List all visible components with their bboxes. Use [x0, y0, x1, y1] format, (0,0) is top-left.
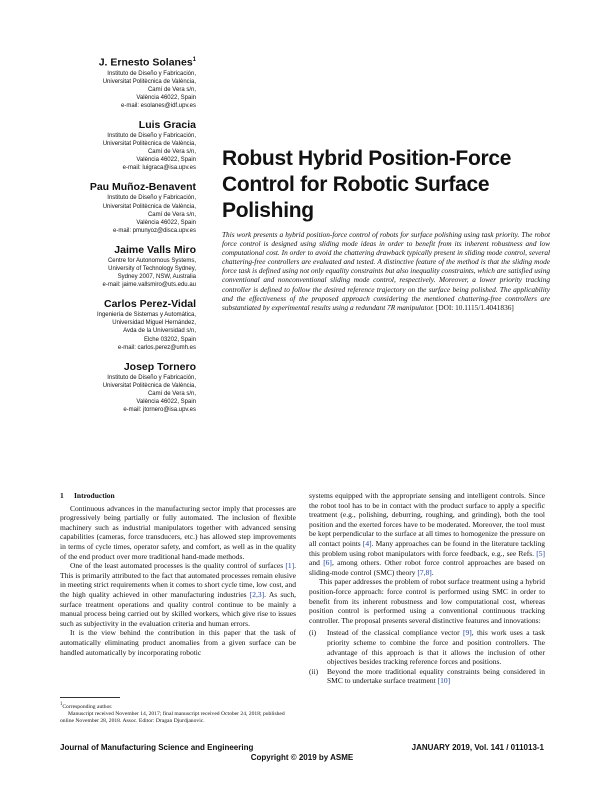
footnote-mark: 1: [60, 702, 63, 707]
section-heading: [60, 491, 296, 501]
paragraph-text: . This is primarily attributed to the fact that automated processes remain elusive in meeting strict requirements when it comes to short cycle time, low cost, and the high quality achieved in other manufacturing industries: [60, 561, 296, 599]
list-marker: (ii): [309, 666, 319, 676]
author-name: [60, 119, 196, 132]
author-affiliation-line: València 46022, Spain: [136, 94, 196, 101]
author-affiliation-line: Universidad Miguel Hernández,: [112, 320, 196, 327]
section-title: Introduction: [74, 491, 115, 500]
author-name-text: Josep Tornero: [123, 360, 196, 373]
citation-link[interactable]: [1]: [285, 561, 295, 571]
author-name: [60, 244, 196, 257]
author-affiliation-line: Instituto de Diseño y Fabricación,: [107, 374, 196, 381]
paragraph: [60, 561, 296, 628]
author-affiliation-line: Camí de Vera s/n,: [147, 149, 196, 156]
author-name-text: Carlos Perez-Vidal: [103, 298, 196, 311]
author-affiliation-line: Instituto de Diseño y Fabricación,: [107, 132, 196, 139]
author-affiliation-line: Ingeniería de Sistemas y Automática,: [96, 312, 196, 319]
paper-title: Robust Hybrid Position-Force Control for Robotic Surface Polishing: [222, 147, 512, 222]
list-item: [309, 628, 545, 666]
author-affiliation-line: Elche 03202, Spain: [143, 336, 196, 343]
author-affiliation-line: València 46022, Spain: [136, 399, 196, 406]
author-affiliation-line: València 46022, Spain: [136, 219, 196, 226]
copyright: Copyright © 2019 by ASME: [250, 753, 354, 762]
author-affiliation-line: Universitat Politècnica de València,: [102, 382, 196, 389]
author-name: [60, 361, 196, 374]
abstract: [222, 230, 550, 312]
author-email[interactable]: e-mail: carlos.perez@umh.es: [117, 344, 196, 351]
author-affiliation-line: Universitat Politècnica de València,: [102, 141, 196, 148]
list-item: [309, 667, 545, 686]
citation-link[interactable]: [5]: [536, 548, 545, 558]
author-email[interactable]: e-mail: luigraca@isa.upv.es: [122, 165, 196, 172]
author-affiliation-line: València 46022, Spain: [136, 157, 196, 164]
paragraph-text: . As such, surface treatment operations and quality control continue to be mainly a manual process being carried out by skilled workers, which give rise to issues such as subjectivity in the evaluation criteria and human errors.: [60, 589, 296, 628]
author-affiliation-line: Universitat Politècnica de València,: [102, 203, 196, 210]
paragraph-text: , among others. Other robot force control approaches are based on sliding-mode control (SMC) theory: [309, 558, 545, 577]
list-marker: (i): [309, 628, 317, 638]
journal-name: Journal of Manufacturing Science and Engineering: [60, 743, 254, 752]
author-name: [60, 54, 196, 70]
author-affiliation-line: Camí de Vera s/n,: [147, 86, 196, 93]
paragraph: It is the view behind the contribution in this paper that the task of automatically eliminating product anomalies from a given surface can be handled automatically by incorporating robotic: [60, 628, 296, 657]
author-name-text: J. Ernesto Solanes: [98, 56, 193, 69]
author-block: [60, 244, 196, 289]
author-block: [60, 119, 196, 172]
innovations-list: [309, 628, 545, 686]
section-number: 1: [60, 491, 64, 500]
doi[interactable]: [DOI: 10.1115/1.4041836]: [435, 302, 514, 312]
paragraph-text: and: [309, 558, 324, 568]
citation-link[interactable]: [4]: [362, 538, 372, 548]
author-affiliation-line: Centre for Autonomous Systems,: [107, 257, 196, 264]
author-affiliation-line: Universitat Politècnica de València,: [102, 78, 196, 85]
author-name-text: Luis Gracia: [138, 118, 196, 131]
abstract-text: This work presents a hybrid position-force control of robots for surface polishing using task priority. The robot force control is designed using sliding mode ideas in order to benefit from its inherent robustness and low computational cost. In order to avoid the chattering drawback typically present in sliding mode control, several chattering-free controllers are evaluated and tested. A distinctive feature of the method is that the sliding mode force task is defined using not only equality constraints but also inequality constraints, which are satisfied using conventional and nonconventional sliding mode control, respectively. Moreover, a lower priority tracking controller is defined to follow the desired reference trajectory on the surface being polished. The applicability and the effectiveness of the proposed approach considering the mentioned chattering-free controllers are substantiated by experimental results using a redundant 7R manipulator.: [222, 230, 550, 312]
author-email[interactable]: e-mail: pmunyoz@disca.upv.es: [112, 227, 196, 234]
author-block: [60, 54, 196, 110]
author-affiliation-line: University of Technology Sydney,: [108, 266, 196, 272]
author-name-text: Jaime Valls Miro: [114, 243, 196, 256]
list-text: , this work uses a task priority scheme to combine the force and position controllers. The advantage of this approach is that it allows the inclusion of other objectives besides tracking reference forces and positions.: [327, 628, 545, 667]
citation-link[interactable]: [7,8]: [417, 567, 432, 577]
author-name: [60, 181, 196, 194]
author-affiliation-line: Instituto de Diseño y Fabricación,: [107, 195, 196, 202]
citation-link[interactable]: [2,3]: [249, 589, 265, 599]
author-block: [60, 361, 196, 414]
author-affiliation-line: Camí de Vera s/n,: [147, 390, 196, 397]
author-block: [60, 298, 196, 351]
list-text: Beyond the more traditional equality constraints being considered in SMC to undertake surface treatment: [327, 666, 545, 686]
author-list: [60, 54, 196, 423]
paragraph-text: One of the least automated processes is the quality control of surfaces: [70, 561, 286, 571]
footnote-rule: [60, 697, 120, 698]
author-affiliation-line: Avda de la Universidad s/n,: [123, 328, 196, 335]
paragraph-text: . Many approaches can be found in the literature tackling this problem using robot manipulators with force feedback, e.g., see Refs.: [309, 538, 545, 558]
body-column-left: [60, 491, 296, 657]
author-name-text: Pau Muñoz-Benavent: [89, 181, 196, 194]
footnote-manuscript: Manuscript received November 14, 2017; final manuscript received October 24, 2018; published online November 28, 2018. Assoc. Editor: Dragan Djurdjanovic.: [60, 710, 285, 724]
paragraph-text: .: [431, 567, 434, 577]
author-affiliation-line: Camí de Vera s/n,: [147, 211, 196, 218]
footnote-text: Corresponding author.: [62, 703, 113, 710]
author-affiliation-line: Sydney 2007, NSW, Australia: [117, 274, 196, 281]
author-name: [60, 298, 196, 311]
author-block: [60, 181, 196, 234]
citation-link[interactable]: [10]: [437, 676, 451, 686]
list-text: Instead of the classical compliance vector: [327, 628, 463, 638]
issue-info: JANUARY 2019, Vol. 141 / 011013-1: [411, 743, 544, 752]
footnote-corresponding: [60, 701, 296, 711]
paragraph: This paper addresses the problem of robot surface treatment using a hybrid position-force approach: force control is performed using SMC in order to benefit from its inherent robustness and low computational cost, whereas position control is performed using a conventional continuous tracking controller. The proposal presents several distinctive features and innovations:: [309, 577, 545, 625]
author-affiliation-line: Instituto de Diseño y Fabricación,: [107, 70, 196, 77]
footnote-mark[interactable]: 1: [192, 57, 196, 63]
author-email[interactable]: e-mail: esolanes@idf.upv.es: [120, 102, 196, 109]
footnotes: [60, 701, 296, 725]
citation-link[interactable]: [6]: [323, 558, 332, 568]
body-column-right: [309, 491, 545, 686]
author-email[interactable]: e-mail: jaime.vallsmiro@uts.edu.au: [102, 282, 196, 289]
paragraph: Continuous advances in the manufacturing sector imply that processes are progressively being partially or fully automated. The inclusion of flexible machinery such as industrial manipulators together with advanced sensing capabilities (cameras, force transducers, etc.) has allowed step improvements in terms of cycle times, operator safety, and comfort, as well as in the quality of the end product over more traditional hand-made methods.: [60, 503, 296, 561]
citation-link[interactable]: [9]: [462, 628, 472, 638]
paragraph-text: systems equipped with the appropriate sensing and intelligent controls. Since the robot tool has to be in contact with the product surface to apply a specific treatment (e.g., polishing, deburring, roughing, and grinding), both the tool position and the exerted forces have to be moderated. Moreover, the tool must be kept perpendicular to the surface at all times to homogenize the pressure on all contact points: [309, 491, 545, 548]
author-email[interactable]: e-mail: jtornero@isa.upv.es: [123, 407, 196, 414]
paragraph: [309, 491, 545, 577]
